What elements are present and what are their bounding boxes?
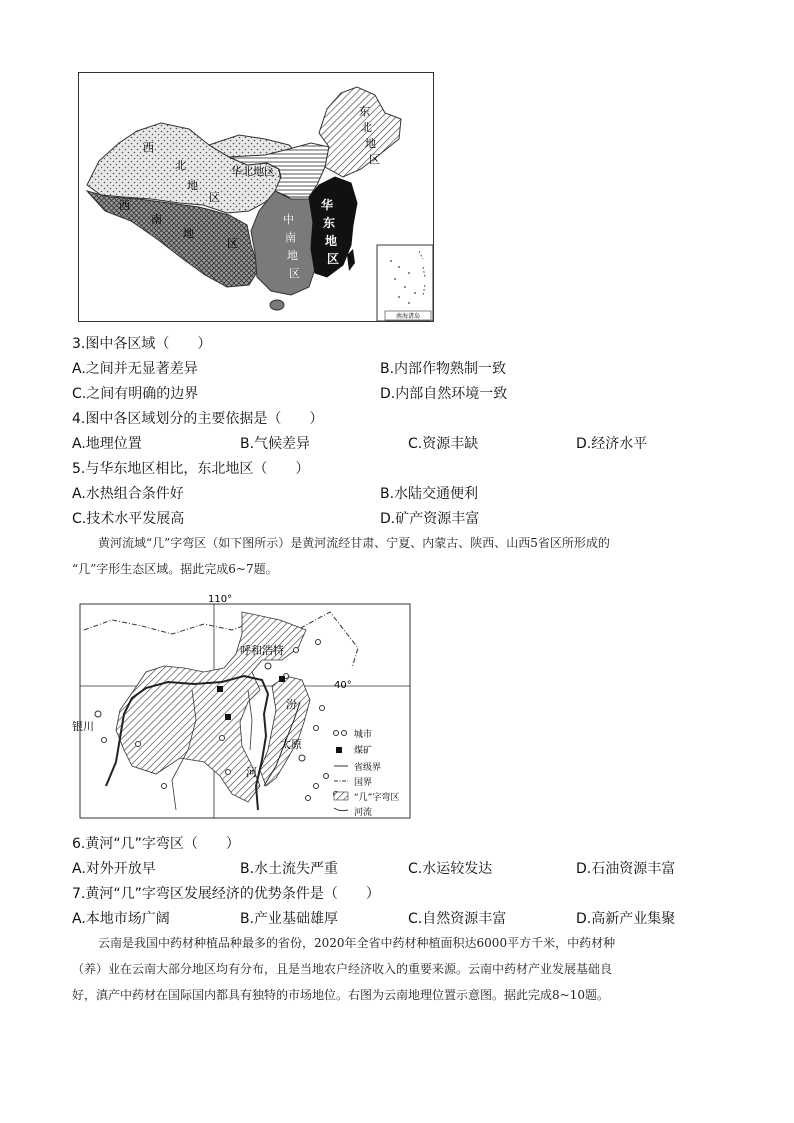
question-4-stem: 4.图中各区域划分的主要依据是（ ） (72, 411, 324, 427)
q3-option-b[interactable]: B.内部作物熟制一致 (380, 361, 507, 377)
q4-option-a[interactable]: A.地理位置 (72, 436, 142, 452)
south-china-sea-inset (377, 245, 433, 321)
passage-yunnan (72, 930, 722, 1008)
q7-option-d[interactable]: D.高新产业集聚 (576, 911, 676, 927)
coal-mine-marker (225, 714, 231, 720)
yellow-river-bend-map (72, 590, 418, 822)
label-huadong-4: 区 (327, 252, 340, 266)
q3-option-a[interactable]: A.之间并无显著差异 (72, 361, 198, 377)
city-label-taiyuan: 太原 (280, 738, 302, 751)
q6-option-a[interactable]: A.对外开放早 (72, 861, 156, 877)
legend-river: 河流 (354, 808, 373, 818)
label-xibei-3: 地 (187, 179, 198, 192)
q7-option-a[interactable]: A.本地市场广阔 (72, 911, 170, 927)
label-xinan-3: 地 (183, 227, 194, 240)
q5-option-c[interactable]: C.技术水平发展高 (72, 511, 185, 527)
q6-option-b[interactable]: B.水土流失严重 (240, 861, 339, 877)
legend-coal: 煤矿 (354, 746, 373, 756)
region-dongbei (319, 87, 401, 177)
label-xibei-2: 北 (175, 159, 186, 172)
label-huabei: 华北地区 (231, 165, 275, 178)
inset-label: 南海诸岛 (395, 313, 421, 320)
label-xinan-1: 西 (119, 199, 130, 212)
coal-mine-marker (217, 686, 223, 692)
q5-option-b[interactable]: B.水陆交通便利 (380, 486, 479, 502)
q7-option-c[interactable]: C.自然资源丰富 (408, 911, 507, 927)
label-xinan-4: 区 (227, 237, 238, 250)
q4-option-c[interactable]: C.资源丰缺 (408, 436, 479, 452)
label-xinan-2: 南 (151, 213, 162, 226)
region-zhongnan (251, 191, 315, 295)
latitude-label: 40° (334, 680, 352, 691)
q5-option-d[interactable]: D.矿产资源丰富 (380, 511, 480, 527)
q6-option-d[interactable]: D.石油资源丰富 (576, 861, 676, 877)
question-6-stem: 6.黄河“几”字弯区（ ） (72, 836, 240, 852)
label-zhongnan-2: 南 (285, 231, 296, 244)
passage2-line-3: 好，滇产中药材在国际国内都具有独特的市场地位。右图为云南地理位置示意图。据此完成8~10题。 (72, 988, 609, 1002)
legend-national: 国界 (354, 778, 373, 788)
passage-yellow-river (72, 530, 722, 582)
label-huadong-2: 东 (323, 216, 336, 230)
label-zhongnan-4: 区 (289, 267, 300, 280)
label-dongbei-3: 地 (365, 137, 376, 150)
label-xibei-4: 区 (209, 191, 220, 204)
q5-option-a[interactable]: A.水热组合条件好 (72, 486, 184, 502)
yellow-river-svg (72, 590, 418, 822)
question-7-stem: 7.黄河“几”字弯区发展经济的优势条件是（ ） (72, 886, 380, 902)
label-huadong-3: 地 (325, 234, 338, 248)
q3-option-d[interactable]: D.内部自然环境一致 (380, 386, 508, 402)
label-dongbei-1: 东 (359, 105, 370, 118)
question-3-stem: 3.图中各区域（ ） (72, 336, 212, 352)
label-zhongnan-3: 地 (287, 249, 298, 262)
river-label-fen: 汾 (286, 698, 297, 711)
china-regions-svg (79, 73, 433, 321)
legend-province: 省级界 (354, 763, 382, 773)
q4-option-d[interactable]: D.经济水平 (576, 436, 648, 452)
q6-option-c[interactable]: C.水运较发达 (408, 861, 493, 877)
q3-option-c[interactable]: C.之间有明确的边界 (72, 386, 199, 402)
river-label-he: 河 (246, 766, 257, 779)
label-zhongnan-1: 中 (283, 213, 294, 226)
coal-mine-marker (279, 676, 285, 682)
passage-line-1: 黄河流域“几”字弯区（如下图所示）是黄河流经甘肃、宁夏、内蒙古、陕西、山西5省区所形成的 (98, 536, 610, 550)
island-hainan (270, 300, 284, 310)
city-label-huhehaote: 呼和浩特 (240, 644, 284, 657)
label-huadong-1: 华 (321, 198, 334, 212)
city-label-yinchuan: 银川 (72, 720, 94, 733)
legend-zone: “几”字弯区 (354, 793, 400, 803)
label-dongbei-2: 北 (361, 121, 372, 134)
q4-option-b[interactable]: B.气候差异 (240, 436, 311, 452)
q7-option-b[interactable]: B.产业基础雄厚 (240, 911, 339, 927)
passage-line-2: “几”字形生态区域。据此完成6~7题。 (72, 562, 278, 576)
question-5-stem: 5.与华东地区相比，东北地区（ ） (72, 461, 310, 477)
passage2-line-2: （养）业在云南大部分地区均有分布，且是当地农户经济收入的重要来源。云南中药材产业发展基础良 (72, 962, 613, 976)
label-xibei-1: 西 (143, 141, 154, 154)
label-dongbei-4: 区 (369, 153, 380, 166)
legend-city: 城市 (354, 730, 373, 740)
passage2-line-1: 云南是我国中药材种植品种最多的省份，2020年全省中药材种植面积达6000平方千米，中药材种 (98, 936, 616, 950)
longitude-label: 110° (208, 594, 233, 605)
china-regions-map (78, 72, 434, 322)
